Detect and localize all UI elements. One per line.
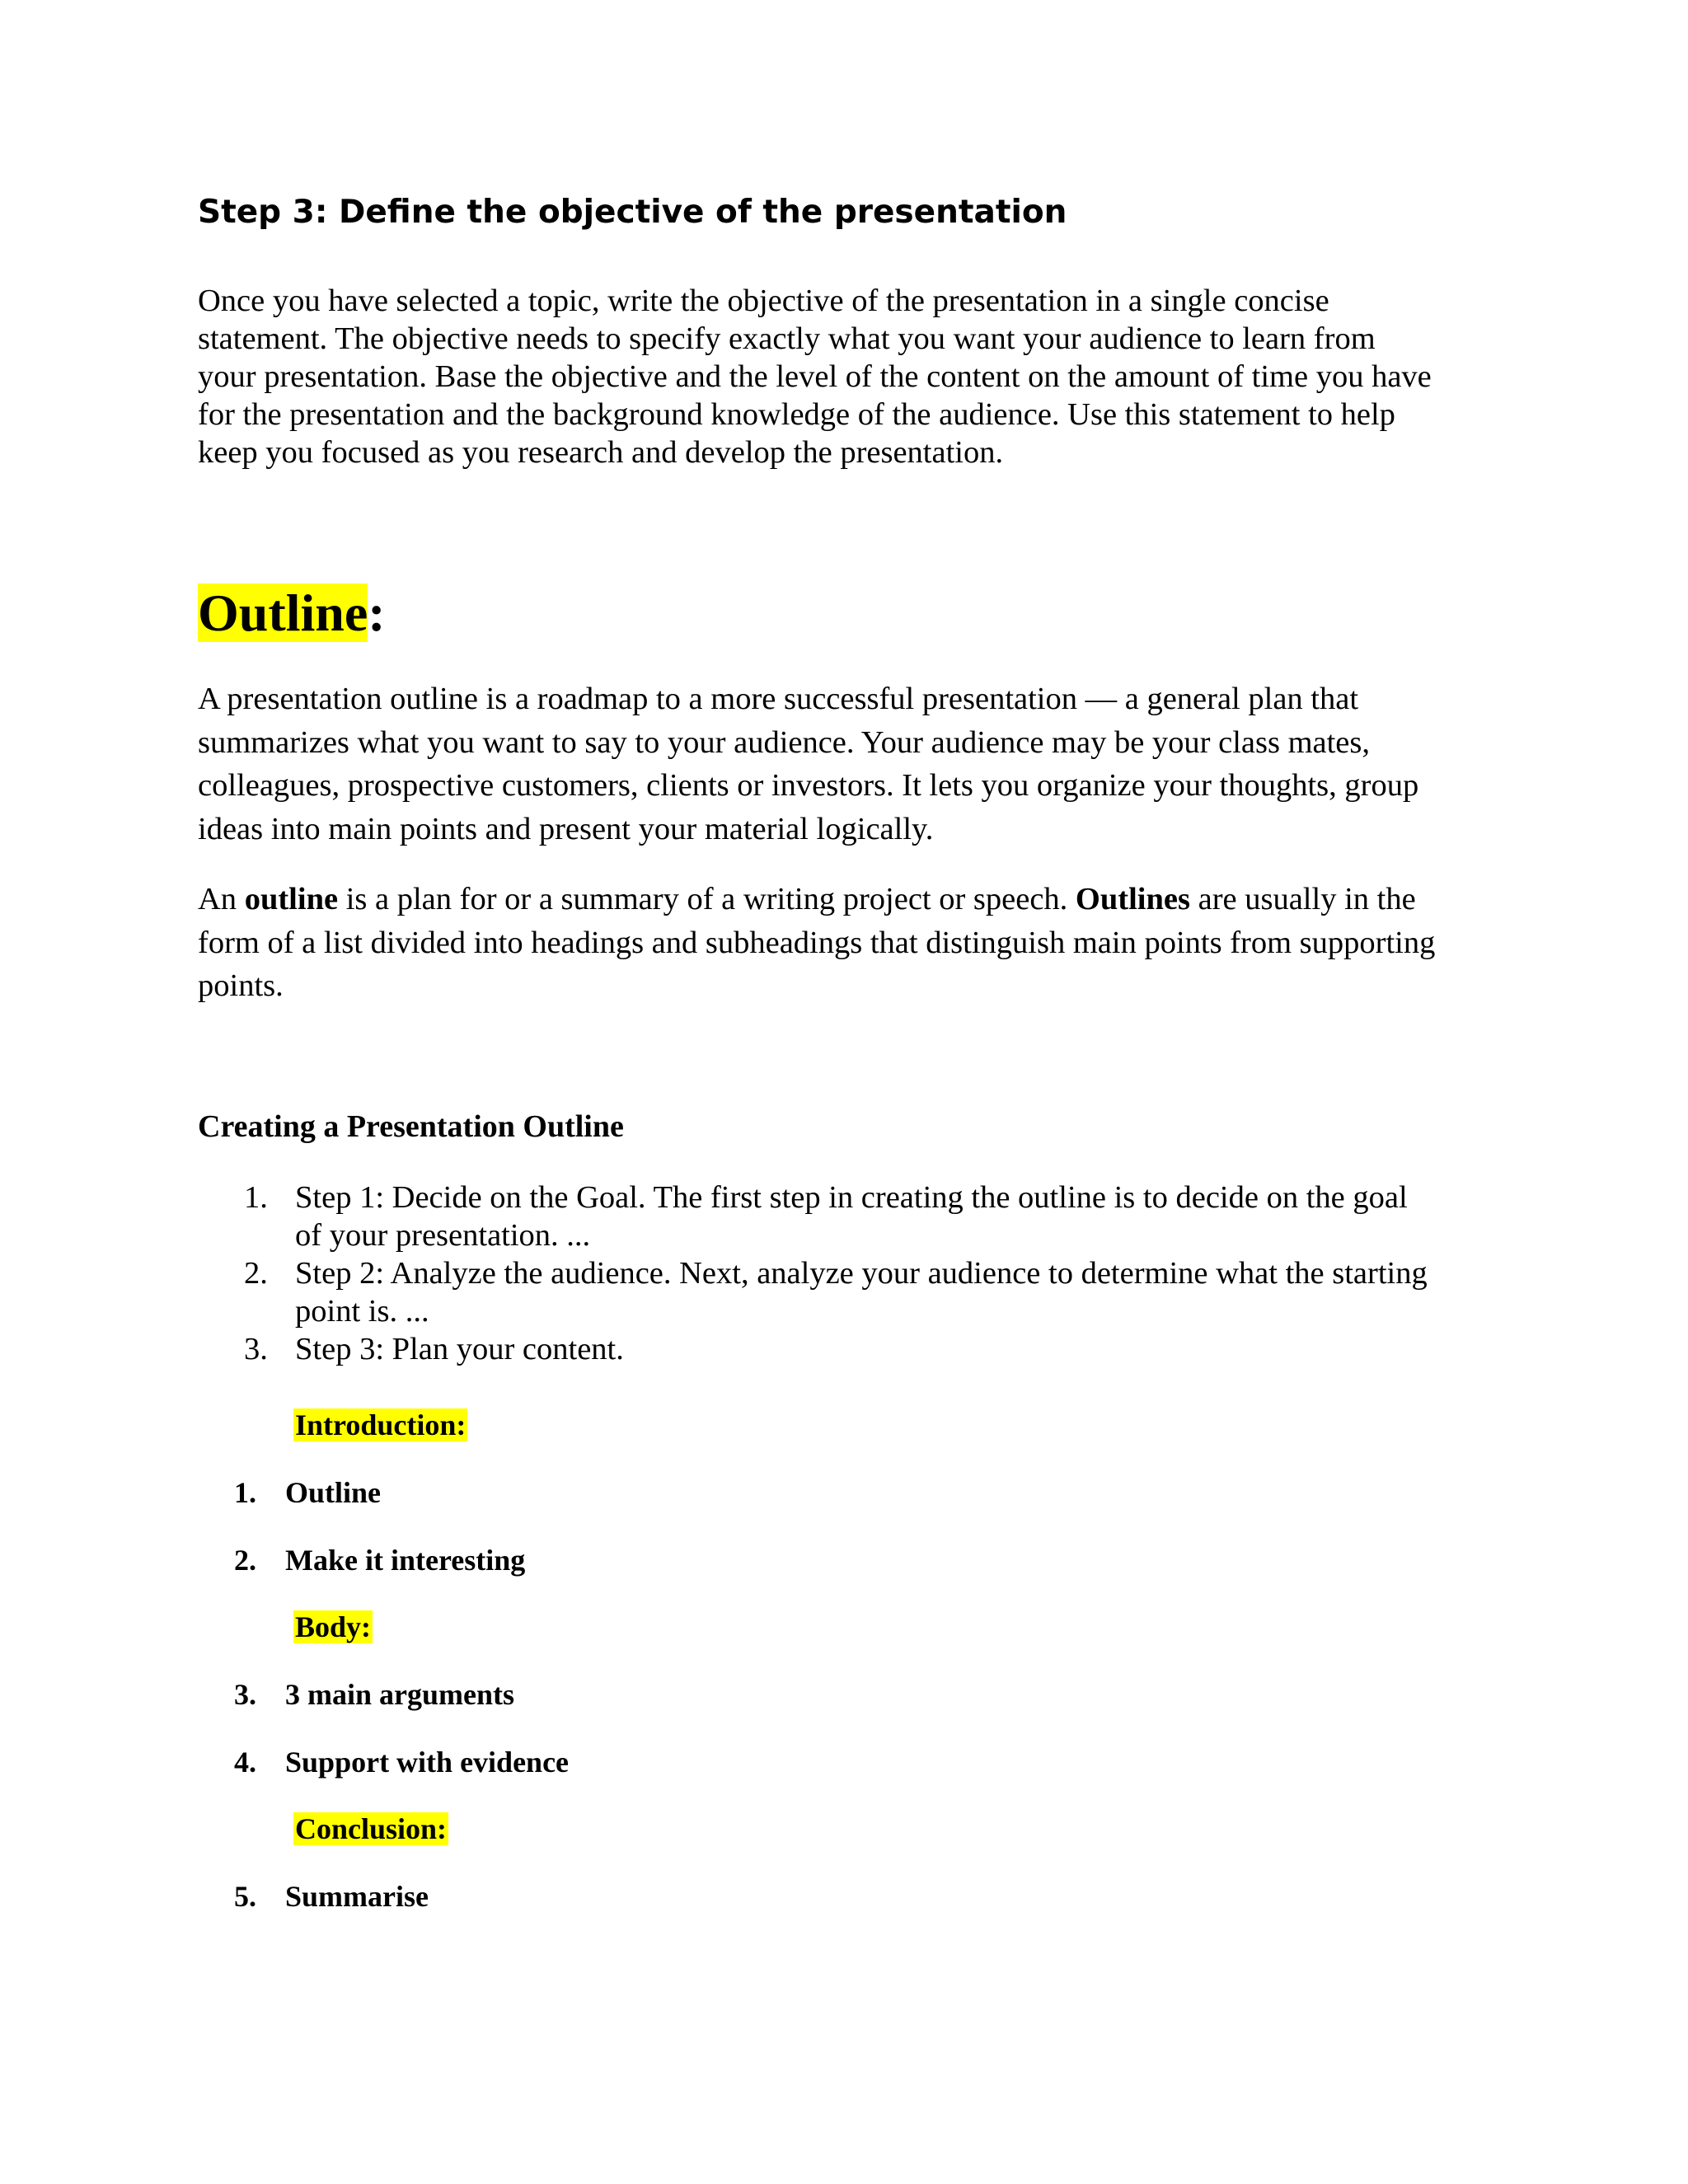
outline-heading-text: Outline [198, 583, 368, 642]
list-text-line: point is. ... [295, 1294, 429, 1329]
creating-outline-heading: Creating a Presentation Outline [198, 1109, 624, 1144]
item-text: Support with evidence [285, 1746, 570, 1779]
item-text: 3 main arguments [285, 1678, 514, 1711]
list-text [295, 1330, 624, 1368]
outline-heading [198, 582, 386, 644]
list-text-line: Step 1: Decide on the Goal. The first step in creating the outline is to decide on the goal [295, 1180, 1408, 1215]
highlighted-label: Conclusion: [295, 1812, 448, 1845]
list-number: 2. [244, 1256, 268, 1291]
list-item [0, 1254, 1688, 1330]
item-text: Make it interesting [285, 1544, 526, 1577]
highlighted-label: Introduction: [295, 1408, 467, 1441]
outline-paragraph [198, 677, 1525, 851]
paragraph-line: statement. The objective needs to specify exactly what you want your audience to learn from [198, 321, 1376, 356]
list-text [295, 1254, 1428, 1330]
paragraph-line: for the presentation and the background knowledge of the audience. Use this statement to help [198, 397, 1395, 432]
paragraph-line: summarizes what you want to say to your audience. Your audience may be your class mates, [198, 724, 1370, 760]
item-number: 1. [234, 1476, 256, 1509]
list-number: 3. [244, 1332, 268, 1366]
text-run: An [198, 882, 245, 916]
bold-term-outline: outline [244, 882, 339, 916]
item-text: Summarise [285, 1880, 429, 1913]
item-number: 3. [234, 1678, 256, 1711]
paragraph-line [198, 878, 1525, 921]
paragraph-line: points. [198, 968, 284, 1003]
paragraph-line: your presentation. Base the objective and the level of the content on the amount of time you have [198, 359, 1432, 394]
text-run: is a plan for or a summary of a writing project or speech. [338, 882, 1076, 916]
list-item [0, 1179, 1688, 1254]
item-text: Outline [285, 1476, 382, 1509]
bold-term-outlines: Outlines [1075, 882, 1190, 916]
definition-paragraph [198, 878, 1525, 1008]
list-text-line: Step 2: Analyze the audience. Next, analyze your audience to determine what the starting [295, 1256, 1428, 1291]
paragraph-line: A presentation outline is a roadmap to a more successful presentation — a general plan that [198, 682, 1359, 716]
objective-paragraph [198, 282, 1525, 471]
section-label-introduction [293, 1407, 467, 1443]
outline-heading-colon: : [368, 583, 386, 642]
item-number: 4. [234, 1746, 256, 1779]
list-text-line: Step 3: Plan your content. [295, 1332, 624, 1366]
paragraph-line: colleagues, prospective customers, clients or investors. It lets you organize your thoughts, group [198, 768, 1419, 803]
step3-heading: Step 3: Define the objective of the presentation [198, 194, 1067, 231]
paragraph-line: Once you have selected a topic, write the objective of the presentation in a single concise [198, 284, 1329, 318]
section-label-conclusion [293, 1811, 448, 1847]
item-number: 2. [234, 1544, 256, 1577]
list-text-line: of your presentation. ... [295, 1218, 591, 1253]
text-run: are usually in the [1189, 882, 1416, 916]
section-label-body [293, 1609, 373, 1645]
paragraph-line: form of a list divided into headings and subheadings that distinguish main points from supporting [198, 925, 1436, 960]
highlighted-label: Body: [295, 1610, 372, 1643]
list-text [295, 1179, 1408, 1254]
list-item [0, 1330, 1688, 1368]
list-number: 1. [244, 1180, 268, 1215]
paragraph-line: ideas into main points and present your material logically. [198, 811, 934, 846]
item-number: 5. [234, 1880, 256, 1913]
paragraph-line: keep you focused as you research and develop the presentation. [198, 435, 1004, 470]
